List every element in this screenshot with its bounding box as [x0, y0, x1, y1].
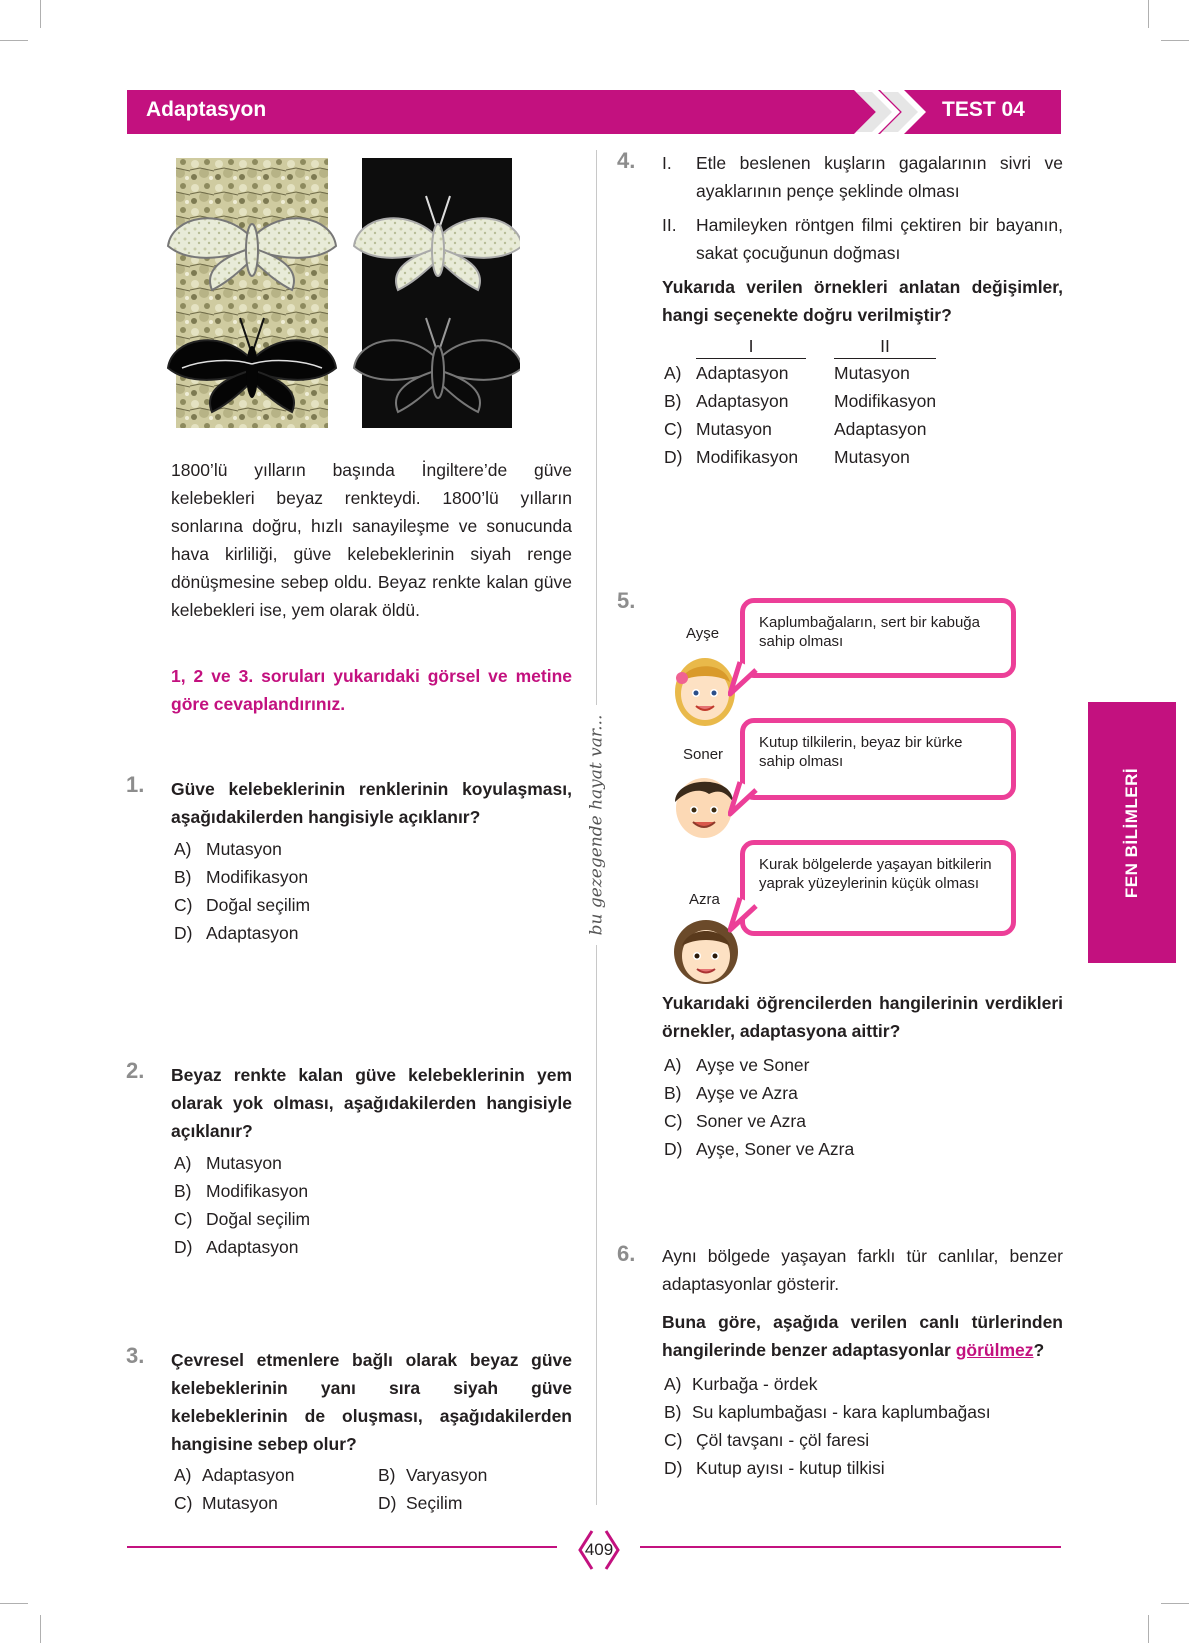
page-title: Adaptasyon	[146, 98, 267, 121]
footer-line	[127, 1546, 557, 1548]
question-4-options	[664, 334, 1044, 471]
page-number: 409	[584, 1540, 614, 1559]
student-name: Soner	[683, 746, 724, 763]
brand-slogan: bu gezegende hayat var...	[579, 705, 613, 945]
option[interactable]: D) Adaptasyon	[174, 1237, 299, 1257]
bubble-tail	[728, 896, 758, 936]
question-2-text: Beyaz renkte kalan güve kelebeklerinin yem olarak yok olması, aşağıdakilerden hangisiyle açıklanır?	[171, 1065, 572, 1141]
question-3-options	[174, 1461, 574, 1517]
option[interactable]: A) Kurbağa - ördek	[664, 1374, 818, 1394]
student-name: Ayşe	[686, 625, 720, 642]
emphasis-word: görülmez	[955, 1340, 1034, 1360]
question-4-items: I. Etle beslenen kuşların gagalarının sivri ve ayaklarının pençe şeklinde olması II. Hamileyken röntgen filmi çektiren bir bayanın, sakat çocuğunun doğması	[662, 153, 1063, 263]
question-6-options	[664, 1370, 991, 1482]
question-1-options	[174, 835, 310, 947]
option[interactable]: A) Mutasyon	[174, 1153, 282, 1173]
bubble-tail	[728, 660, 758, 700]
option[interactable]: D) Adaptasyon	[174, 923, 299, 943]
option[interactable]: A) Adaptasyon	[174, 1465, 295, 1485]
question-1-text: Güve kelebeklerinin renklerinin koyulaşması, aşağıdakilerden hangisiyle açıklanır?	[171, 779, 572, 827]
bubble-tail	[728, 780, 758, 820]
option[interactable]: D) Modifikasyon Mutasyon	[664, 447, 910, 467]
option[interactable]: D) Seçilim	[378, 1493, 463, 1513]
option[interactable]: C) Çöl tavşanı - çöl faresi	[664, 1430, 870, 1450]
question-number: 6.	[617, 1241, 636, 1266]
option[interactable]: A) Ayşe ve Soner	[664, 1055, 810, 1075]
question-4-text: Yukarıda verilen örnekleri anlatan değişimler, hangi seçenekte doğru verilmiştir?	[662, 277, 1063, 325]
speech-bubble: Kaplumbağaların, sert bir kabuğa sahip olması	[740, 598, 1016, 678]
option[interactable]: C) Mutasyon Adaptasyon	[664, 419, 927, 439]
option[interactable]: B) Ayşe ve Azra	[664, 1083, 798, 1103]
question-number: 4.	[617, 148, 636, 173]
option[interactable]: C) Soner ve Azra	[664, 1111, 806, 1131]
option[interactable]: A) Adaptasyon Mutasyon	[664, 363, 910, 383]
instruction-text: 1, 2 ve 3. soruları yukarıdaki görsel ve metine göre cevaplandırınız.	[171, 666, 572, 714]
option[interactable]: C) Doğal seçilim	[174, 1209, 311, 1229]
speech-bubble: Kutup tilkilerin, beyaz bir kürke sahip olması	[740, 718, 1016, 800]
column-header-1: I	[696, 334, 806, 359]
column-header-2: II	[834, 334, 936, 359]
moth-illustration	[166, 158, 520, 428]
option[interactable]: B) Adaptasyon Modifikasyon	[664, 391, 937, 411]
question-number: 1.	[126, 772, 145, 797]
test-label: TEST 04	[942, 98, 1025, 121]
option[interactable]: A) Mutasyon	[174, 839, 282, 859]
footer-line	[640, 1546, 1061, 1548]
intro-paragraph: 1800’lü yılların başında İngiltere’de güve kelebekleri beyaz renkteydi. 1800’lü yılların sonlarına doğru, hızlı sanayileşme ve sonucunda hava kirliliği, güve kelebeklerinin siyah renge dönüşmesine sebep oldu. Beyaz renkte kalan güve kelebekleri ise, yem olarak öldü.	[171, 460, 572, 620]
option[interactable]: D) Kutup ayısı - kutup tilkisi	[664, 1458, 885, 1478]
option[interactable]: C) Mutasyon	[174, 1493, 278, 1513]
chevron-decoration-icon	[850, 86, 930, 138]
question-number: 5.	[617, 588, 636, 613]
option[interactable]: B) Modifikasyon	[174, 867, 309, 887]
speech-bubble: Kurak bölgelerde yaşayan bitkilerin yaprak yüzeylerinin küçük olması	[740, 840, 1016, 936]
question-6-question: Buna göre, aşağıda verilen canlı türlerinden hangilerinde benzer adaptasyonlar görülmez?	[662, 1312, 1063, 1360]
question-number: 2.	[126, 1058, 145, 1083]
student-name: Azra	[689, 891, 720, 908]
question-2-options	[174, 1149, 310, 1261]
option[interactable]: D) Ayşe, Soner ve Azra	[664, 1139, 855, 1159]
question-number: 3.	[126, 1343, 145, 1368]
option[interactable]: B) Su kaplumbağası - kara kaplumbağası	[664, 1402, 991, 1422]
option[interactable]: C) Doğal seçilim	[174, 895, 311, 915]
side-tab-label: FEN BİLİMLERİ	[1122, 767, 1141, 898]
option[interactable]: B) Modifikasyon	[174, 1181, 309, 1201]
question-5-text: Yukarıdaki öğrencilerden hangilerinin verdikleri örnekler, adaptasyona aittir?	[662, 993, 1063, 1041]
question-3-text: Çevresel etmenlere bağlı olarak beyaz güve kelebeklerinin yanı sıra siyah güve kelebeklerinin de oluşması, aşağıdakilerden hangisine sebep olur?	[171, 1350, 572, 1454]
question-5-options	[664, 1051, 854, 1163]
option[interactable]: B) Varyasyon	[378, 1465, 488, 1485]
question-6-text: Aynı bölgede yaşayan farklı tür canlılar, benzer adaptasyonlar gösterir.	[662, 1246, 1063, 1294]
